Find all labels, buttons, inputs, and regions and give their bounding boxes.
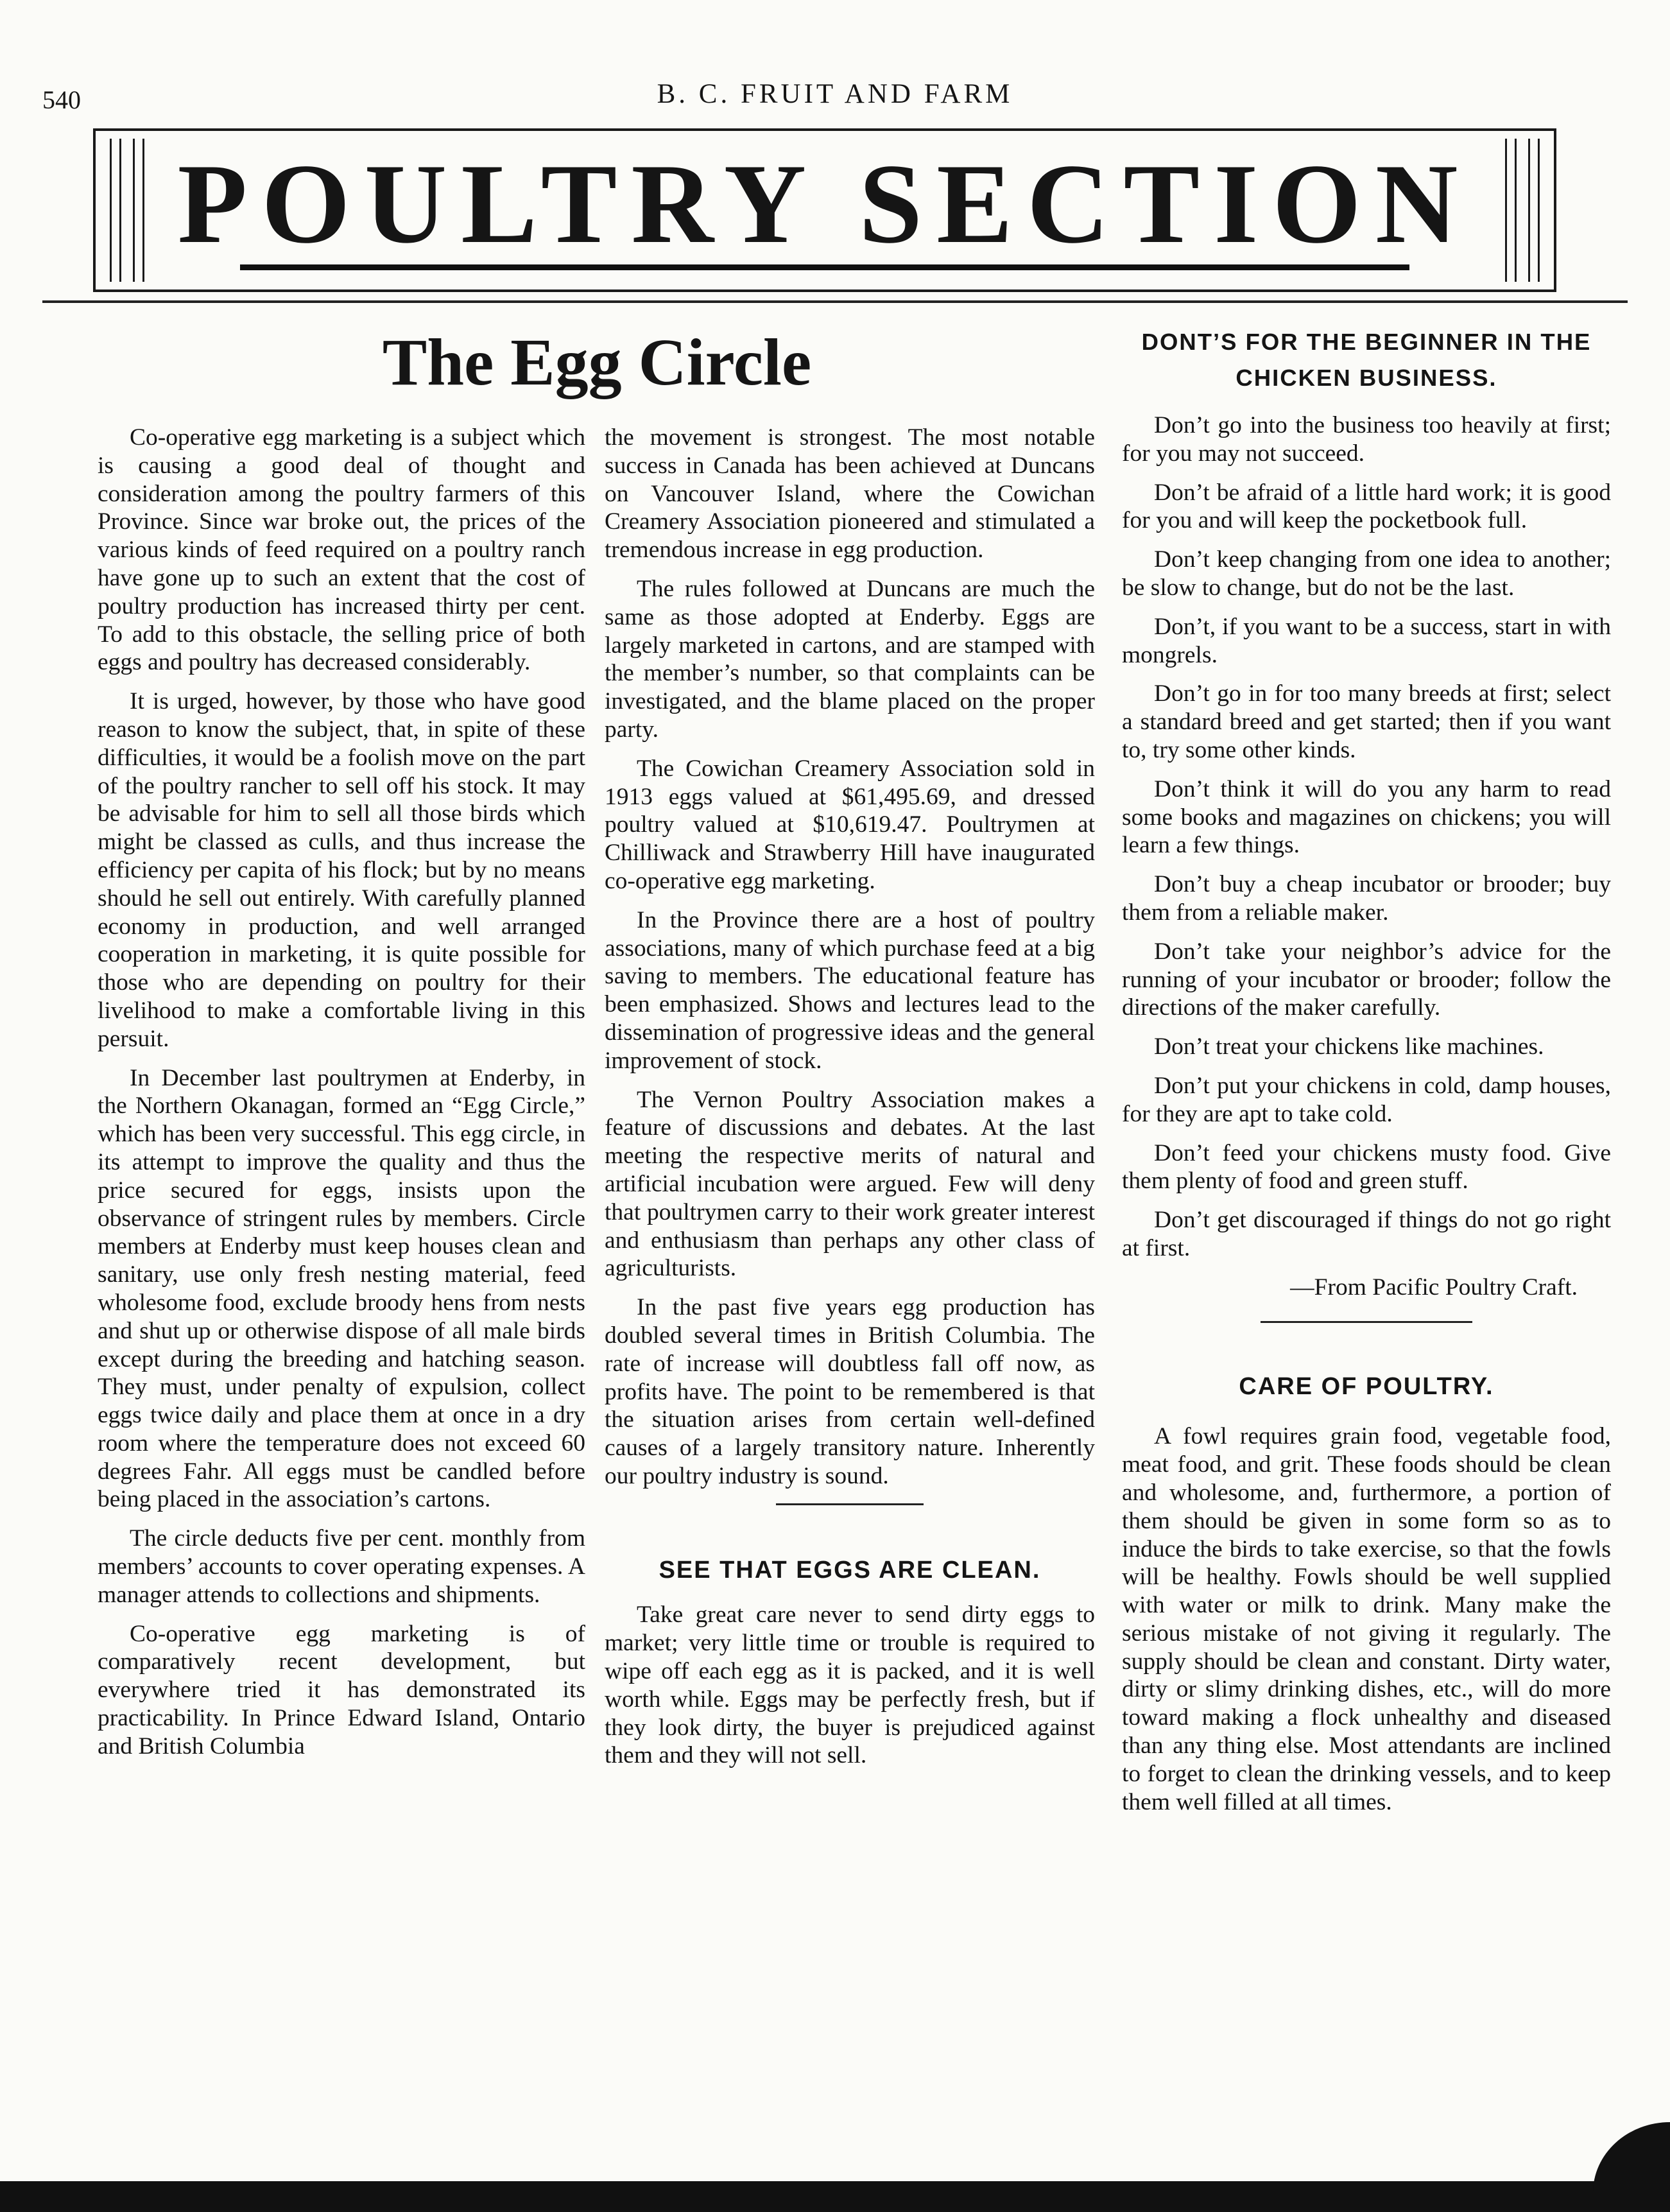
clean-eggs-heading: SEE THAT EGGS ARE CLEAN. bbox=[659, 1556, 1041, 1584]
section-title: POULTRY SECTION bbox=[177, 140, 1472, 267]
dont-item: Don’t be afraid of a little hard work; it is good for you and will keep the pocketbook full. bbox=[1122, 479, 1611, 534]
article-paragraph: It is urged, however, by those who have good reason to know the subject, that, in spite of these difficulties, it would be a foolish move on the part of the poultry rancher to sell off his stock. It may be advisable for him to sell all those birds which might be classed as culls, and thus increase the efficiency per capita of his flock; but by no means should he sell out entirely. With carefully planned economy in production, and well arranged cooperation in marketing, it is quite possible for those who are depending on poultry for their livelihood to make a comfortable living in this persuit. bbox=[98, 688, 585, 1052]
banner-ornament-bar bbox=[1528, 139, 1540, 282]
dont-item: Don’t go in for too many breeds at first; select a standard breed and get started; then if you want to, try some other kinds. bbox=[1122, 680, 1611, 763]
sidebar-column bbox=[1122, 324, 1611, 1827]
dont-item: Don’t think it will do you any harm to read some books and magazines on chickens; you will learn a few things. bbox=[1122, 775, 1611, 859]
page-divider bbox=[42, 300, 1628, 303]
donts-heading: DONT’S FOR THE BEGINNER IN THE CHICKEN BUSINESS. bbox=[1141, 329, 1592, 391]
care-body: A fowl requires grain food, vegetable food, meat food, and grit. These foods should be clean and wholesome, and, furthermore, a portion of them should be given in some form so as to induce the birds to take exercise, so that the fowls will be healthy. Fowls should be well supplied with water or milk to drink. Many make the serious mistake of not giving it regularly. The supply should be clean and constant. Dirty water, dirty or slimy drinking dishes, etc., will do more toward making a flock unhealthy and diseased than any thing else. Most attendants are inclined to forget to clean the drinking vessels, and to keep them well filled at all times. bbox=[1122, 1423, 1611, 1815]
source-credit: —From Pacific Poultry Craft. bbox=[1290, 1274, 1578, 1300]
article-column-1 bbox=[98, 424, 585, 1772]
article-paragraph: the movement is strongest. The most notable success in Canada has been achieved at Duncans on Vancouver Island, where the Cowichan Creamery Association pioneered and stimulated a tremendous increase in egg production. bbox=[605, 424, 1095, 564]
page-curl-shadow bbox=[1593, 2122, 1670, 2193]
dont-item: Don’t get discouraged if things do not go right at first. bbox=[1122, 1207, 1611, 1261]
dont-item: Don’t go into the business too heavily at first; for you may not succeed. bbox=[1122, 412, 1611, 467]
section-banner bbox=[93, 128, 1556, 292]
dont-item: Don’t, if you want to be a success, start in with mongrels. bbox=[1122, 613, 1611, 668]
journal-title: B. C. FRUIT AND FARM bbox=[657, 79, 1013, 109]
article-paragraph: Co-operative egg marketing is a subject which is causing a good deal of thought and consideration among the poultry farmers of this Province. Since war broke out, the prices of the various kinds of feed required on a poultry ranch have gone up to such an extent that the cost of poultry production has increased thirty per cent. To add to this obstacle, the selling price of both eggs and poultry has decreased considerably. bbox=[98, 424, 585, 676]
dont-item: Don’t take your neighbor’s advice for the running of your incubator or brooder; follow the directions of the maker carefully. bbox=[1122, 938, 1611, 1021]
article-paragraph: In the past five years egg production has doubled several times in British Columbia. The rate of increase will doubtless fall off now, as profits have. The point to be remembered is that the situation arises from certain well-defined causes of a largely transitory nature. Inherently our poultry industry is sound. bbox=[605, 1294, 1095, 1489]
dont-item: Don’t feed your chickens musty food. Give them plenty of food and green stuff. bbox=[1122, 1139, 1611, 1195]
running-head bbox=[42, 71, 1628, 122]
section-divider bbox=[1261, 1321, 1472, 1323]
article-paragraph: The rules followed at Duncans are much the same as those adopted at Enderby. Eggs are largely marketed in cartons, and are stamped with the member’s number, so that complaints can be investigated, and the blame placed on the proper party. bbox=[605, 575, 1095, 743]
care-heading: CARE OF POULTRY. bbox=[1239, 1372, 1494, 1400]
dont-item: Don’t put your chickens in cold, damp houses, for they are apt to take cold. bbox=[1122, 1072, 1611, 1127]
dont-item: Don’t keep changing from one idea to another; be slow to change, but do not be the last. bbox=[1122, 546, 1611, 601]
page-bottom-edge bbox=[0, 2181, 1670, 2212]
article-title: The Egg Circle bbox=[382, 325, 812, 399]
banner-ornament-bar bbox=[1505, 139, 1517, 282]
dont-item: Don’t treat your chickens like machines. bbox=[1154, 1033, 1544, 1060]
article-paragraph: The Vernon Poultry Association makes a feature of discussions and debates. At the last meeting the respective merits of natural and artificial incubation were argued. Few will deny that poultrymen carry to their work greater interest and enthusiasm than perhaps any other class of agriculturists. bbox=[605, 1086, 1095, 1282]
article-paragraph: The Cowichan Creamery Association sold in 1913 eggs valued at $61,495.69, and dressed poultry valued at $10,619.47. Poultrymen at Chilliwack and Strawberry Hill have inaugurated co-operative egg marketing. bbox=[605, 755, 1095, 894]
banner-ornament-bar bbox=[133, 139, 144, 282]
article-paragraph: The circle deducts five per cent. monthly from members’ accounts to cover operating expenses. A manager attends to collections and shipments. bbox=[98, 1525, 585, 1608]
article-column-2 bbox=[605, 424, 1095, 1781]
clean-eggs-body: Take great care never to send dirty eggs to market; very little time or trouble is required to wipe off each egg as it is packed, and it is well worth while. Eggs may be perfectly fresh, but if they look dirty, the buyer is prejudiced against them and they will not sell. bbox=[605, 1602, 1095, 1769]
article-paragraph: In the Province there are a host of poultry associations, many of which purchase feed at a big saving to members. The educational feature has been emphasized. Shows and lectures lead to the dissemination of progressive ideas and the general improvement of stock. bbox=[605, 906, 1095, 1074]
banner-ornament-bar bbox=[110, 139, 121, 282]
page-number: 540 bbox=[42, 85, 81, 114]
section-divider bbox=[776, 1503, 924, 1505]
banner-underline bbox=[240, 264, 1409, 270]
article-paragraph: In December last poultrymen at Enderby, in the Northern Okanagan, formed an “Egg Circle,” which has been very successful. This egg circle, in its attempt to improve the quality and thus the price secured for eggs, insists upon the observance of stringent rules by members. Circle members at Enderby must keep houses clean and sanitary, use only fresh nesting material, feed wholesome food, exclude broody hens from nests and shut up or otherwise dispose of all male birds except during the breeding and hatching season. They must, under penalty of expulsion, collect eggs twice daily and place them at once in a dry room where the temperature does not exceed 60 degrees Fahr. All eggs must be candled before being placed in the association’s cartons. bbox=[98, 1064, 585, 1513]
dont-item: Don’t buy a cheap incubator or brooder; buy them from a reliable maker. bbox=[1122, 871, 1611, 926]
article-paragraph: Co-operative egg marketing is of comparatively recent development, but everywhere tried it has demonstrated its practicability. In Prince Edward Island, Ontario and British Columbia bbox=[98, 1620, 585, 1759]
